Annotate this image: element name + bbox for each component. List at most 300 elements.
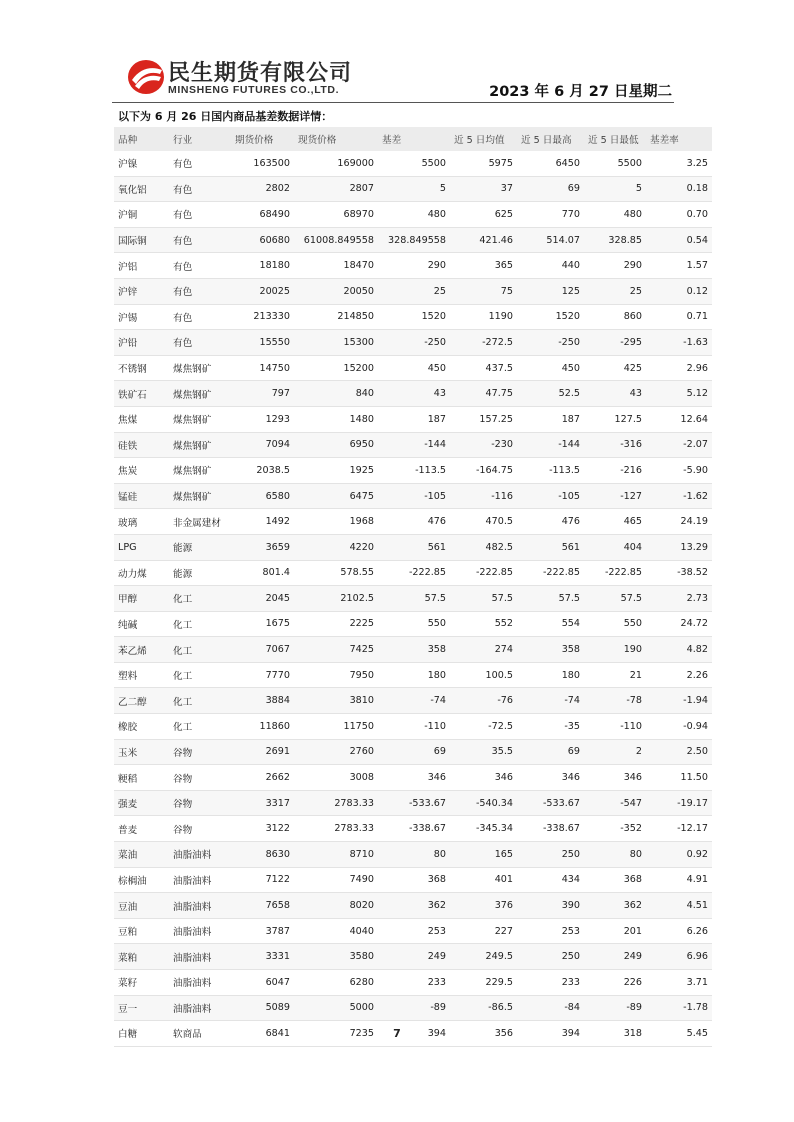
col-basis-cell: 450 (378, 355, 450, 381)
col-variety-cell: 强麦 (114, 790, 169, 816)
col-5day-high-cell: 346 (517, 765, 584, 791)
col-5day-high-cell: 253 (517, 918, 584, 944)
col-5day-avg-cell: 35.5 (450, 739, 517, 765)
col-variety-cell: 沪铝 (114, 253, 169, 279)
col-5day-high-cell: 390 (517, 893, 584, 919)
col-basis-rate-cell: 5.45 (646, 1021, 712, 1047)
col-futures-price-cell: 6047 (231, 970, 294, 996)
col-5day-high-cell: 250 (517, 842, 584, 868)
col-variety-cell: 橡胶 (114, 714, 169, 740)
table-row (114, 611, 712, 637)
col-5day-high-cell: 6450 (517, 151, 584, 176)
col-5day-avg-cell: 5975 (450, 151, 517, 176)
col-futures-price-cell: 2038.5 (231, 458, 294, 484)
col-variety-cell: 焦炭 (114, 458, 169, 484)
col-5day-low-cell: 404 (584, 534, 646, 560)
col-5day-avg-cell: 37 (450, 176, 517, 202)
col-5day-avg-cell: 57.5 (450, 586, 517, 612)
col-spot-price-cell: 11750 (294, 714, 378, 740)
col-industry-cell: 有色 (169, 176, 231, 202)
table-row (114, 253, 712, 279)
col-basis-cell: 346 (378, 765, 450, 791)
col-5day-high-cell: -113.5 (517, 458, 584, 484)
col-industry-cell: 谷物 (169, 765, 231, 791)
col-industry-cell: 有色 (169, 253, 231, 279)
col-industry-cell: 化工 (169, 662, 231, 688)
col-futures-price-cell: 6841 (231, 1021, 294, 1047)
col-variety-cell: 粳稻 (114, 765, 169, 791)
col-5day-high-cell: 554 (517, 611, 584, 637)
col-basis-cell: 394 (378, 1021, 450, 1047)
col-5day-low-cell: 43 (584, 381, 646, 407)
col-5day-high-cell: 180 (517, 662, 584, 688)
col-industry-cell: 谷物 (169, 790, 231, 816)
col-5day-low-cell: -216 (584, 458, 646, 484)
col-industry-cell: 油脂油料 (169, 995, 231, 1021)
col-futures-price-cell: 2045 (231, 586, 294, 612)
col-5day-low-cell: -127 (584, 483, 646, 509)
col-variety-cell: 菜粕 (114, 944, 169, 970)
col-5day-low-cell: 465 (584, 509, 646, 535)
col-5day-low-cell: 21 (584, 662, 646, 688)
col-5day-avg-cell: -272.5 (450, 330, 517, 356)
col-futures-price-cell: 8630 (231, 842, 294, 868)
col-basis-rate-cell: 13.29 (646, 534, 712, 560)
report-header (112, 52, 682, 102)
table-row (114, 278, 712, 304)
col-basis-rate-cell: 0.12 (646, 278, 712, 304)
table-row (114, 662, 712, 688)
col-variety-cell: 豆油 (114, 893, 169, 919)
col-basis-cell: 328.849558 (378, 227, 450, 253)
col-basis-cell: 5500 (378, 151, 450, 176)
col-futures-price-cell: 3122 (231, 816, 294, 842)
col-industry-cell: 油脂油料 (169, 970, 231, 996)
col-futures-price-cell: 3884 (231, 688, 294, 714)
col-industry-cell: 有色 (169, 304, 231, 330)
col-5day-low-cell: 328.85 (584, 227, 646, 253)
minsheng-logo-icon (126, 58, 166, 96)
col-5day-high-cell: -74 (517, 688, 584, 714)
col-5day-low-cell: 127.5 (584, 406, 646, 432)
col-basis-rate-cell: -5.90 (646, 458, 712, 484)
col-5day-avg-cell: 229.5 (450, 970, 517, 996)
col-futures-price-cell: 1492 (231, 509, 294, 535)
col-industry-cell: 煤焦钢矿 (169, 483, 231, 509)
col-futures-price-cell: 163500 (231, 151, 294, 176)
col-spot-price-cell: 2760 (294, 739, 378, 765)
col-basis-rate-cell: 12.64 (646, 406, 712, 432)
col-futures-price-cell: 1293 (231, 406, 294, 432)
col-futures-price-cell: 797 (231, 381, 294, 407)
col-futures-price-cell: 3659 (231, 534, 294, 560)
col-5day-avg-cell: 75 (450, 278, 517, 304)
header-divider (112, 102, 674, 103)
col-basis-cell: 249 (378, 944, 450, 970)
col-basis-rate-cell: 2.73 (646, 586, 712, 612)
col-industry-cell: 有色 (169, 151, 231, 176)
col-basis-cell: -144 (378, 432, 450, 458)
col-variety-cell: 沪锡 (114, 304, 169, 330)
col-futures-price-cell: 3331 (231, 944, 294, 970)
col-5day-low-cell: 550 (584, 611, 646, 637)
col-5day-avg-cell: -164.75 (450, 458, 517, 484)
col-5day-low-cell: -547 (584, 790, 646, 816)
col-spot-price-cell: 7235 (294, 1021, 378, 1047)
col-5day-avg-cell: -86.5 (450, 995, 517, 1021)
col-industry-cell: 化工 (169, 586, 231, 612)
col-basis-rate-cell: 5.12 (646, 381, 712, 407)
col-5day-high-header: 近 5 日最高 (517, 127, 584, 151)
col-basis-rate-cell: 4.91 (646, 867, 712, 893)
col-basis-cell: -110 (378, 714, 450, 740)
col-spot-price-cell: 6280 (294, 970, 378, 996)
col-futures-price-cell: 5089 (231, 995, 294, 1021)
col-basis-rate-header: 基差率 (646, 127, 712, 151)
col-industry-cell: 有色 (169, 202, 231, 228)
col-industry-cell: 谷物 (169, 739, 231, 765)
col-5day-high-cell: 69 (517, 739, 584, 765)
col-5day-high-cell: -105 (517, 483, 584, 509)
col-basis-rate-cell: 2.26 (646, 662, 712, 688)
col-5day-high-cell: -84 (517, 995, 584, 1021)
col-5day-avg-cell: -116 (450, 483, 517, 509)
col-variety-cell: 硅铁 (114, 432, 169, 458)
table-row (114, 406, 712, 432)
col-basis-rate-cell: 11.50 (646, 765, 712, 791)
col-5day-low-cell: -222.85 (584, 560, 646, 586)
col-variety-header: 品种 (114, 127, 169, 151)
col-basis-rate-cell: 2.50 (646, 739, 712, 765)
col-basis-cell: 550 (378, 611, 450, 637)
col-5day-avg-cell: -72.5 (450, 714, 517, 740)
col-variety-cell: 沪铜 (114, 202, 169, 228)
col-5day-high-cell: 434 (517, 867, 584, 893)
table-row (114, 458, 712, 484)
col-5day-high-cell: 450 (517, 355, 584, 381)
col-5day-avg-cell: 482.5 (450, 534, 517, 560)
table-row (114, 227, 712, 253)
col-5day-low-cell: -78 (584, 688, 646, 714)
col-futures-price-cell: 6580 (231, 483, 294, 509)
col-basis-rate-cell: 0.18 (646, 176, 712, 202)
col-5day-avg-cell: -540.34 (450, 790, 517, 816)
table-row (114, 918, 712, 944)
col-5day-high-cell: 561 (517, 534, 584, 560)
col-spot-price-cell: 5000 (294, 995, 378, 1021)
col-5day-avg-cell: 165 (450, 842, 517, 868)
table-row (114, 816, 712, 842)
col-basis-rate-cell: -38.52 (646, 560, 712, 586)
col-basis-rate-cell: 6.26 (646, 918, 712, 944)
col-basis-rate-cell: -12.17 (646, 816, 712, 842)
col-5day-avg-cell: 437.5 (450, 355, 517, 381)
col-5day-avg-cell: 1190 (450, 304, 517, 330)
col-spot-price-cell: 7950 (294, 662, 378, 688)
col-basis-cell: 57.5 (378, 586, 450, 612)
col-spot-price-cell: 15200 (294, 355, 378, 381)
col-5day-low-cell: 201 (584, 918, 646, 944)
col-5day-high-cell: 187 (517, 406, 584, 432)
col-basis-cell: 69 (378, 739, 450, 765)
table-row (114, 202, 712, 228)
table-row (114, 714, 712, 740)
col-industry-cell: 煤焦钢矿 (169, 406, 231, 432)
report-date: 2023 年 6 月 27 日星期二 (489, 84, 672, 100)
table-row (114, 381, 712, 407)
col-spot-price-cell: 7490 (294, 867, 378, 893)
col-variety-cell: 沪铅 (114, 330, 169, 356)
col-basis-cell: -74 (378, 688, 450, 714)
col-variety-cell: 铁矿石 (114, 381, 169, 407)
col-basis-cell: -250 (378, 330, 450, 356)
col-industry-cell: 油脂油料 (169, 842, 231, 868)
col-spot-price-cell: 2783.33 (294, 816, 378, 842)
col-industry-cell: 化工 (169, 611, 231, 637)
col-futures-price-cell: 7658 (231, 893, 294, 919)
col-basis-cell: 358 (378, 637, 450, 663)
col-5day-high-cell: 57.5 (517, 586, 584, 612)
col-industry-cell: 煤焦钢矿 (169, 355, 231, 381)
col-spot-price-cell: 1925 (294, 458, 378, 484)
company-name-en: MINSHENG FUTURES CO.,LTD. (168, 84, 340, 96)
col-spot-price-cell: 169000 (294, 151, 378, 176)
col-5day-high-cell: -338.67 (517, 816, 584, 842)
col-spot-price-cell: 4040 (294, 918, 378, 944)
col-spot-price-cell: 2225 (294, 611, 378, 637)
col-5day-low-cell: -295 (584, 330, 646, 356)
col-industry-cell: 油脂油料 (169, 867, 231, 893)
col-5day-low-cell: 860 (584, 304, 646, 330)
col-5day-low-cell: 226 (584, 970, 646, 996)
basis-data-table (114, 127, 712, 1047)
col-futures-price-cell: 15550 (231, 330, 294, 356)
table-row (114, 509, 712, 535)
col-basis-cell: 253 (378, 918, 450, 944)
col-variety-cell: 乙二醇 (114, 688, 169, 714)
col-5day-avg-cell: 470.5 (450, 509, 517, 535)
col-5day-low-cell: -316 (584, 432, 646, 458)
col-basis-rate-cell: 24.72 (646, 611, 712, 637)
table-row (114, 560, 712, 586)
col-futures-price-cell: 3317 (231, 790, 294, 816)
col-basis-rate-cell: -2.07 (646, 432, 712, 458)
col-basis-cell: 368 (378, 867, 450, 893)
col-5day-avg-cell: -345.34 (450, 816, 517, 842)
col-industry-cell: 油脂油料 (169, 918, 231, 944)
col-variety-cell: 塑料 (114, 662, 169, 688)
col-5day-avg-cell: -76 (450, 688, 517, 714)
col-futures-price-cell: 3787 (231, 918, 294, 944)
table-row (114, 432, 712, 458)
page-number: 7 (393, 1027, 401, 1040)
col-basis-cell: 80 (378, 842, 450, 868)
col-spot-price-cell: 8710 (294, 842, 378, 868)
col-basis-rate-cell: -1.78 (646, 995, 712, 1021)
col-5day-low-cell: 57.5 (584, 586, 646, 612)
col-basis-cell: -113.5 (378, 458, 450, 484)
col-5day-low-cell: 290 (584, 253, 646, 279)
col-industry-cell: 有色 (169, 227, 231, 253)
col-5day-avg-cell: 376 (450, 893, 517, 919)
col-futures-price-cell: 60680 (231, 227, 294, 253)
col-5day-avg-cell: 274 (450, 637, 517, 663)
col-spot-price-cell: 20050 (294, 278, 378, 304)
col-industry-cell: 有色 (169, 278, 231, 304)
col-variety-cell: 动力煤 (114, 560, 169, 586)
col-industry-cell: 有色 (169, 330, 231, 356)
col-5day-low-cell: 480 (584, 202, 646, 228)
col-basis-rate-cell: -19.17 (646, 790, 712, 816)
col-basis-rate-cell: 0.71 (646, 304, 712, 330)
col-5day-high-cell: 394 (517, 1021, 584, 1047)
col-futures-price-cell: 213330 (231, 304, 294, 330)
table-row (114, 842, 712, 868)
col-basis-cell: -222.85 (378, 560, 450, 586)
col-spot-price-cell: 3810 (294, 688, 378, 714)
col-variety-cell: 豆粕 (114, 918, 169, 944)
col-industry-cell: 煤焦钢矿 (169, 381, 231, 407)
col-basis-rate-cell: 2.96 (646, 355, 712, 381)
col-variety-cell: 豆一 (114, 995, 169, 1021)
col-spot-price-header: 现货价格 (294, 127, 378, 151)
col-industry-cell: 化工 (169, 688, 231, 714)
col-variety-cell: 氧化铝 (114, 176, 169, 202)
col-5day-high-cell: -250 (517, 330, 584, 356)
table-row (114, 534, 712, 560)
col-5day-low-cell: -89 (584, 995, 646, 1021)
col-futures-price-cell: 2662 (231, 765, 294, 791)
col-industry-cell: 谷物 (169, 816, 231, 842)
col-variety-cell: 菜籽 (114, 970, 169, 996)
col-5day-avg-cell: -230 (450, 432, 517, 458)
col-futures-price-cell: 7067 (231, 637, 294, 663)
col-5day-high-cell: -35 (517, 714, 584, 740)
col-spot-price-cell: 8020 (294, 893, 378, 919)
col-5day-high-cell: 440 (517, 253, 584, 279)
col-basis-rate-cell: -1.63 (646, 330, 712, 356)
col-industry-cell: 化工 (169, 714, 231, 740)
col-futures-price-cell: 7094 (231, 432, 294, 458)
col-basis-rate-cell: 0.92 (646, 842, 712, 868)
col-5day-high-cell: 358 (517, 637, 584, 663)
col-futures-price-header: 期货价格 (231, 127, 294, 151)
col-futures-price-cell: 2691 (231, 739, 294, 765)
col-5day-avg-cell: 552 (450, 611, 517, 637)
col-variety-cell: 沪锌 (114, 278, 169, 304)
table-row (114, 330, 712, 356)
col-variety-cell: 不锈钢 (114, 355, 169, 381)
col-basis-rate-cell: 1.57 (646, 253, 712, 279)
col-5day-low-cell: 2 (584, 739, 646, 765)
col-futures-price-cell: 801.4 (231, 560, 294, 586)
col-futures-price-cell: 7770 (231, 662, 294, 688)
col-5day-low-cell: -110 (584, 714, 646, 740)
col-5day-avg-cell: 365 (450, 253, 517, 279)
col-5day-low-cell: 5500 (584, 151, 646, 176)
col-spot-price-cell: 7425 (294, 637, 378, 663)
col-basis-rate-cell: 4.51 (646, 893, 712, 919)
col-5day-low-cell: 425 (584, 355, 646, 381)
table-row (114, 867, 712, 893)
col-variety-cell: 纯碱 (114, 611, 169, 637)
col-basis-cell: 43 (378, 381, 450, 407)
col-basis-cell: -533.67 (378, 790, 450, 816)
col-spot-price-cell: 1480 (294, 406, 378, 432)
col-5day-high-cell: 514.07 (517, 227, 584, 253)
col-5day-avg-cell: 100.5 (450, 662, 517, 688)
col-variety-cell: 国际铜 (114, 227, 169, 253)
col-industry-header: 行业 (169, 127, 231, 151)
col-basis-cell: -105 (378, 483, 450, 509)
table-row (114, 995, 712, 1021)
col-5day-low-cell: 80 (584, 842, 646, 868)
col-5day-low-header: 近 5 日最低 (584, 127, 646, 151)
col-basis-rate-cell: -0.94 (646, 714, 712, 740)
col-5day-high-cell: 1520 (517, 304, 584, 330)
table-row (114, 637, 712, 663)
col-5day-avg-cell: 356 (450, 1021, 517, 1047)
col-variety-cell: 白糖 (114, 1021, 169, 1047)
col-basis-rate-cell: -1.94 (646, 688, 712, 714)
col-5day-low-cell: 362 (584, 893, 646, 919)
col-5day-low-cell: 318 (584, 1021, 646, 1047)
col-basis-cell: 233 (378, 970, 450, 996)
col-industry-cell: 煤焦钢矿 (169, 458, 231, 484)
col-industry-cell: 能源 (169, 534, 231, 560)
table-row (114, 586, 712, 612)
col-basis-cell: 362 (378, 893, 450, 919)
col-futures-price-cell: 7122 (231, 867, 294, 893)
col-5day-low-cell: -352 (584, 816, 646, 842)
col-5day-low-cell: 368 (584, 867, 646, 893)
col-variety-cell: 苯乙烯 (114, 637, 169, 663)
col-basis-rate-cell: 0.70 (646, 202, 712, 228)
col-basis-cell: 1520 (378, 304, 450, 330)
col-spot-price-cell: 2807 (294, 176, 378, 202)
table-row (114, 970, 712, 996)
col-5day-avg-header: 近 5 日均值 (450, 127, 517, 151)
col-5day-high-cell: 250 (517, 944, 584, 970)
col-5day-avg-cell: 401 (450, 867, 517, 893)
col-5day-low-cell: 346 (584, 765, 646, 791)
col-basis-rate-cell: 4.82 (646, 637, 712, 663)
table-row (114, 304, 712, 330)
table-intro: 以下为 6 月 26 日国内商品基差数据详情： (118, 110, 333, 123)
col-5day-low-cell: 249 (584, 944, 646, 970)
col-spot-price-cell: 214850 (294, 304, 378, 330)
col-industry-cell: 能源 (169, 560, 231, 586)
col-5day-high-cell: -144 (517, 432, 584, 458)
table-header-row (114, 127, 712, 151)
col-basis-rate-cell: 6.96 (646, 944, 712, 970)
col-spot-price-cell: 68970 (294, 202, 378, 228)
col-5day-low-cell: 190 (584, 637, 646, 663)
col-basis-cell: 290 (378, 253, 450, 279)
table-row (114, 688, 712, 714)
col-basis-rate-cell: -1.62 (646, 483, 712, 509)
company-name-cn: 民生期货有限公司 (168, 61, 353, 86)
col-basis-cell: 180 (378, 662, 450, 688)
col-5day-low-cell: 5 (584, 176, 646, 202)
col-5day-high-cell: 52.5 (517, 381, 584, 407)
col-5day-high-cell: -222.85 (517, 560, 584, 586)
col-spot-price-cell: 15300 (294, 330, 378, 356)
table-row (114, 355, 712, 381)
col-5day-avg-cell: 421.46 (450, 227, 517, 253)
col-5day-low-cell: 25 (584, 278, 646, 304)
table-row (114, 483, 712, 509)
